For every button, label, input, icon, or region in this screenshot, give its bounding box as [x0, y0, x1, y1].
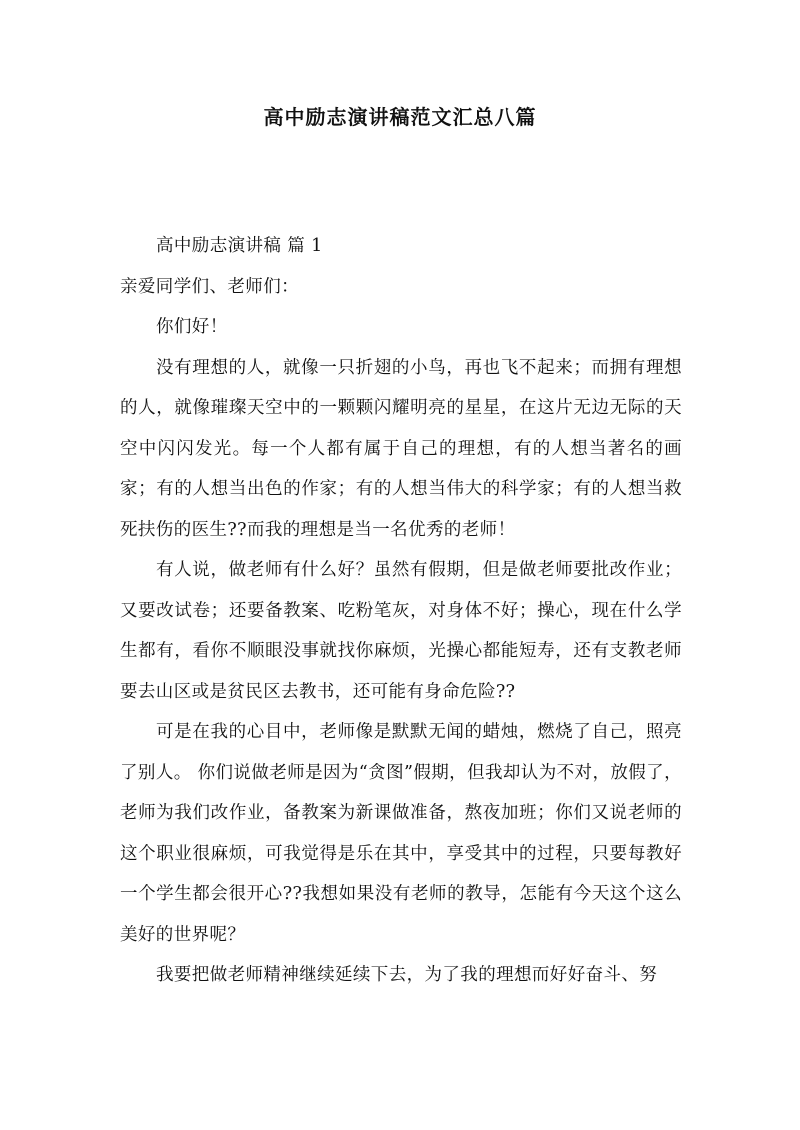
section-heading: 高中励志演讲稿 篇 1 [156, 236, 323, 256]
body-paragraph-3: 可是在我的心目中，老师像是默默无闻的蜡烛，燃烧了自己，照亮了别人。 你们说做老师是因为“贪图”假期，但我却认为不对，放假了，老师为我们改作业，备教案为新课做准备，熬夜加班；你们又说老师的这个职业很麻烦，可我觉得是乐在其中，享受其中的过程，只要每教好一个学生都会很开心??我想如果没有老师的教导，怎能有今天这个这么美好的世界呢？ [120, 722, 682, 945]
body-paragraph-1: 没有理想的人，就像一只折翅的小鸟，再也飞不起来；而拥有理想的人，就像璀璨天空中的一颗颗闪耀明亮的星星，在这片无边无际的天空中闪闪发光。每一个人都有属于自己的理想，有的人想当著名的画家；有的人想当出色的作家；有的人想当伟大的科学家；有的人想当救死扶伤的医生??而我的理想是当一名优秀的老师！ [120, 357, 682, 540]
document-title: 高中励志演讲稿范文汇总八篇 [263, 105, 537, 129]
salutation: 亲爱同学们、老师们： [120, 276, 299, 297]
body-paragraph-2: 有人说，做老师有什么好？虽然有假期，但是做老师要批改作业；又要改试卷；还要备教案、吃粉笔灰，对身体不好；操心，现在什么学生都有，看你不顺眼没事就找你麻烦，光操心都能短寿，还有支教老师要去山区或是贫民区去教书，还可能有身命危险?? [120, 560, 682, 702]
document-body [120, 226, 682, 996]
body-paragraph-4: 我要把做老师精神继续延续下去，为了我的理想而好好奋斗、努 [156, 965, 658, 985]
greeting: 你们好！ [156, 317, 228, 337]
